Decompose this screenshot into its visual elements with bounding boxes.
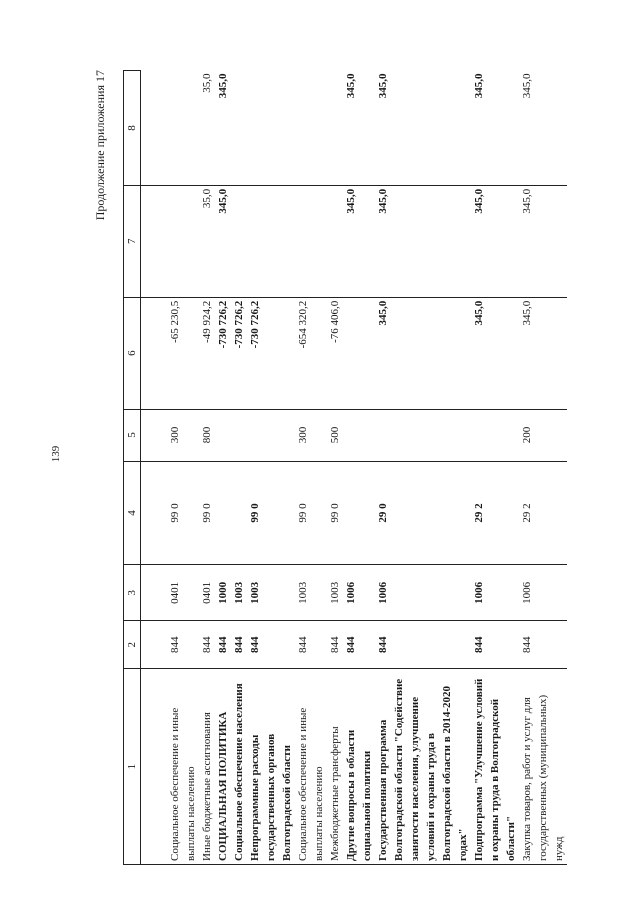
table-row [375, 71, 471, 865]
row-target-item-cell: 29 2 [471, 461, 519, 565]
row-admin-code-cell: 844 [519, 621, 567, 669]
row-amount-cell: 345,0 [375, 185, 471, 297]
table-row [167, 71, 199, 865]
page-number: 139 [50, 445, 62, 463]
row-amount-cell: 345,0 [519, 71, 567, 186]
row-target-item-cell: 99 0 [247, 461, 295, 565]
row-amount-cell [247, 71, 295, 186]
row-amount-cell: 35,0 [199, 185, 215, 297]
row-target-item-cell: 99 0 [327, 461, 343, 565]
row-expense-type-cell [375, 409, 471, 461]
row-amount-cell [247, 185, 295, 297]
table-row [471, 71, 519, 865]
row-target-item-cell: 99 0 [199, 461, 215, 565]
row-admin-code-cell: 844 [471, 621, 519, 669]
row-amount-cell [327, 71, 343, 186]
table-row [231, 71, 247, 865]
row-expense-type-cell: 300 [167, 409, 199, 461]
table-row [295, 71, 327, 865]
row-section-code-cell: 0401 [199, 565, 215, 621]
row-target-item-cell: 99 0 [295, 461, 327, 565]
row-name-cell: Социальное обеспечение и иные выплаты населению [167, 669, 199, 865]
row-expense-type-cell: 300 [295, 409, 327, 461]
row-name-cell: Государственная программа Волгоградской области "Содействие занятости населения, улучшение условий и охраны труда в Волгоградской области в 2014-2020 годах" [375, 669, 471, 865]
row-target-item-cell: 29 2 [519, 461, 567, 565]
appendix-continuation-note: Продолжение приложения 17 [93, 70, 107, 221]
row-admin-code-cell: 844 [215, 621, 231, 669]
row-admin-code-cell: 844 [199, 621, 215, 669]
row-admin-code-cell: 844 [343, 621, 375, 669]
row-section-code-cell: 1006 [343, 565, 375, 621]
row-amount-cell: -730 726,2 [247, 297, 295, 409]
row-amount-cell: 345,0 [519, 297, 567, 409]
row-name-cell: Другие вопросы в области социальной политики [343, 669, 375, 865]
row-amount-cell: 345,0 [343, 185, 375, 297]
row-amount-cell [327, 185, 343, 297]
row-section-code-cell: 1003 [231, 565, 247, 621]
row-amount-cell [167, 71, 199, 186]
row-expense-type-cell: 200 [519, 409, 567, 461]
row-section-code-cell: 1006 [519, 565, 567, 621]
row-target-item-cell: 99 0 [167, 461, 199, 565]
budget-table [123, 70, 567, 865]
row-name-cell: Закупка товаров, работ и услуг для государственных (муниципальных) нужд [519, 669, 567, 865]
row-target-item-cell [343, 461, 375, 565]
row-admin-code-cell: 844 [247, 621, 295, 669]
row-amount-cell: 345,0 [471, 297, 519, 409]
row-amount-cell: 345,0 [375, 297, 471, 409]
row-amount-cell: -49 924,2 [199, 297, 215, 409]
row-expense-type-cell [471, 409, 519, 461]
row-amount-cell [167, 185, 199, 297]
table-row [343, 71, 375, 865]
row-section-code-cell: 1003 [295, 565, 327, 621]
row-target-item-cell: 29 0 [375, 461, 471, 565]
row-expense-type-cell [247, 409, 295, 461]
row-amount-cell: 345,0 [215, 71, 231, 186]
column-header: 3 [124, 565, 141, 621]
row-amount-cell: 345,0 [471, 71, 519, 186]
row-target-item-cell [231, 461, 247, 565]
row-section-code-cell: 1006 [471, 565, 519, 621]
row-admin-code-cell: 844 [375, 621, 471, 669]
row-expense-type-cell [231, 409, 247, 461]
row-expense-type-cell [343, 409, 375, 461]
table-row [247, 71, 295, 865]
row-amount-cell [231, 71, 247, 186]
row-amount-cell: 345,0 [471, 185, 519, 297]
row-name-cell: Иные бюджетные ассигнования [199, 669, 215, 865]
row-name-cell: Социальное обеспечение и иные выплаты населению [295, 669, 327, 865]
header-spacer-row [141, 71, 168, 865]
row-amount-cell: -654 320,2 [295, 297, 327, 409]
row-admin-code-cell: 844 [167, 621, 199, 669]
column-header: 1 [124, 669, 141, 865]
column-header: 7 [124, 185, 141, 297]
row-expense-type-cell [215, 409, 231, 461]
row-section-code-cell: 1006 [375, 565, 471, 621]
row-section-code-cell: 1003 [327, 565, 343, 621]
row-target-item-cell [215, 461, 231, 565]
row-amount-cell: -65 230,5 [167, 297, 199, 409]
column-header: 4 [124, 461, 141, 565]
row-amount-cell: -730 726,2 [215, 297, 231, 409]
row-name-cell: СОЦИАЛЬНАЯ ПОЛИТИКА [215, 669, 231, 865]
row-amount-cell: 345,0 [343, 71, 375, 186]
column-header: 8 [124, 71, 141, 186]
column-header: 6 [124, 297, 141, 409]
row-name-cell: Непрограммные расходы государственных органов Волгоградской области [247, 669, 295, 865]
rotated-landscape-page [75, 70, 565, 865]
row-name-cell: Межбюджетные трансферты [327, 669, 343, 865]
table-row [215, 71, 231, 865]
table-row [199, 71, 215, 865]
row-amount-cell: -76 406,0 [327, 297, 343, 409]
row-amount-cell: -730 726,2 [231, 297, 247, 409]
row-amount-cell [343, 297, 375, 409]
row-amount-cell: 345,0 [519, 185, 567, 297]
row-name-cell: Социальное обеспечение населения [231, 669, 247, 865]
row-amount-cell: 345,0 [375, 71, 471, 186]
column-header: 5 [124, 409, 141, 461]
row-expense-type-cell: 800 [199, 409, 215, 461]
table-row [519, 71, 567, 865]
row-amount-cell [295, 71, 327, 186]
row-expense-type-cell: 500 [327, 409, 343, 461]
row-name-cell: Подпрограмма "Улучшение условий и охраны труда в Волгоградской области" [471, 669, 519, 865]
row-amount-cell [231, 185, 247, 297]
row-amount-cell: 35,0 [199, 71, 215, 186]
row-admin-code-cell: 844 [295, 621, 327, 669]
row-section-code-cell: 0401 [167, 565, 199, 621]
row-amount-cell: 345,0 [215, 185, 231, 297]
column-header: 2 [124, 621, 141, 669]
table-body [141, 71, 568, 865]
row-amount-cell [295, 185, 327, 297]
column-number-header [124, 71, 141, 865]
row-admin-code-cell: 844 [231, 621, 247, 669]
row-section-code-cell: 1000 [215, 565, 231, 621]
row-admin-code-cell: 844 [327, 621, 343, 669]
row-section-code-cell: 1003 [247, 565, 295, 621]
table-row [327, 71, 343, 865]
